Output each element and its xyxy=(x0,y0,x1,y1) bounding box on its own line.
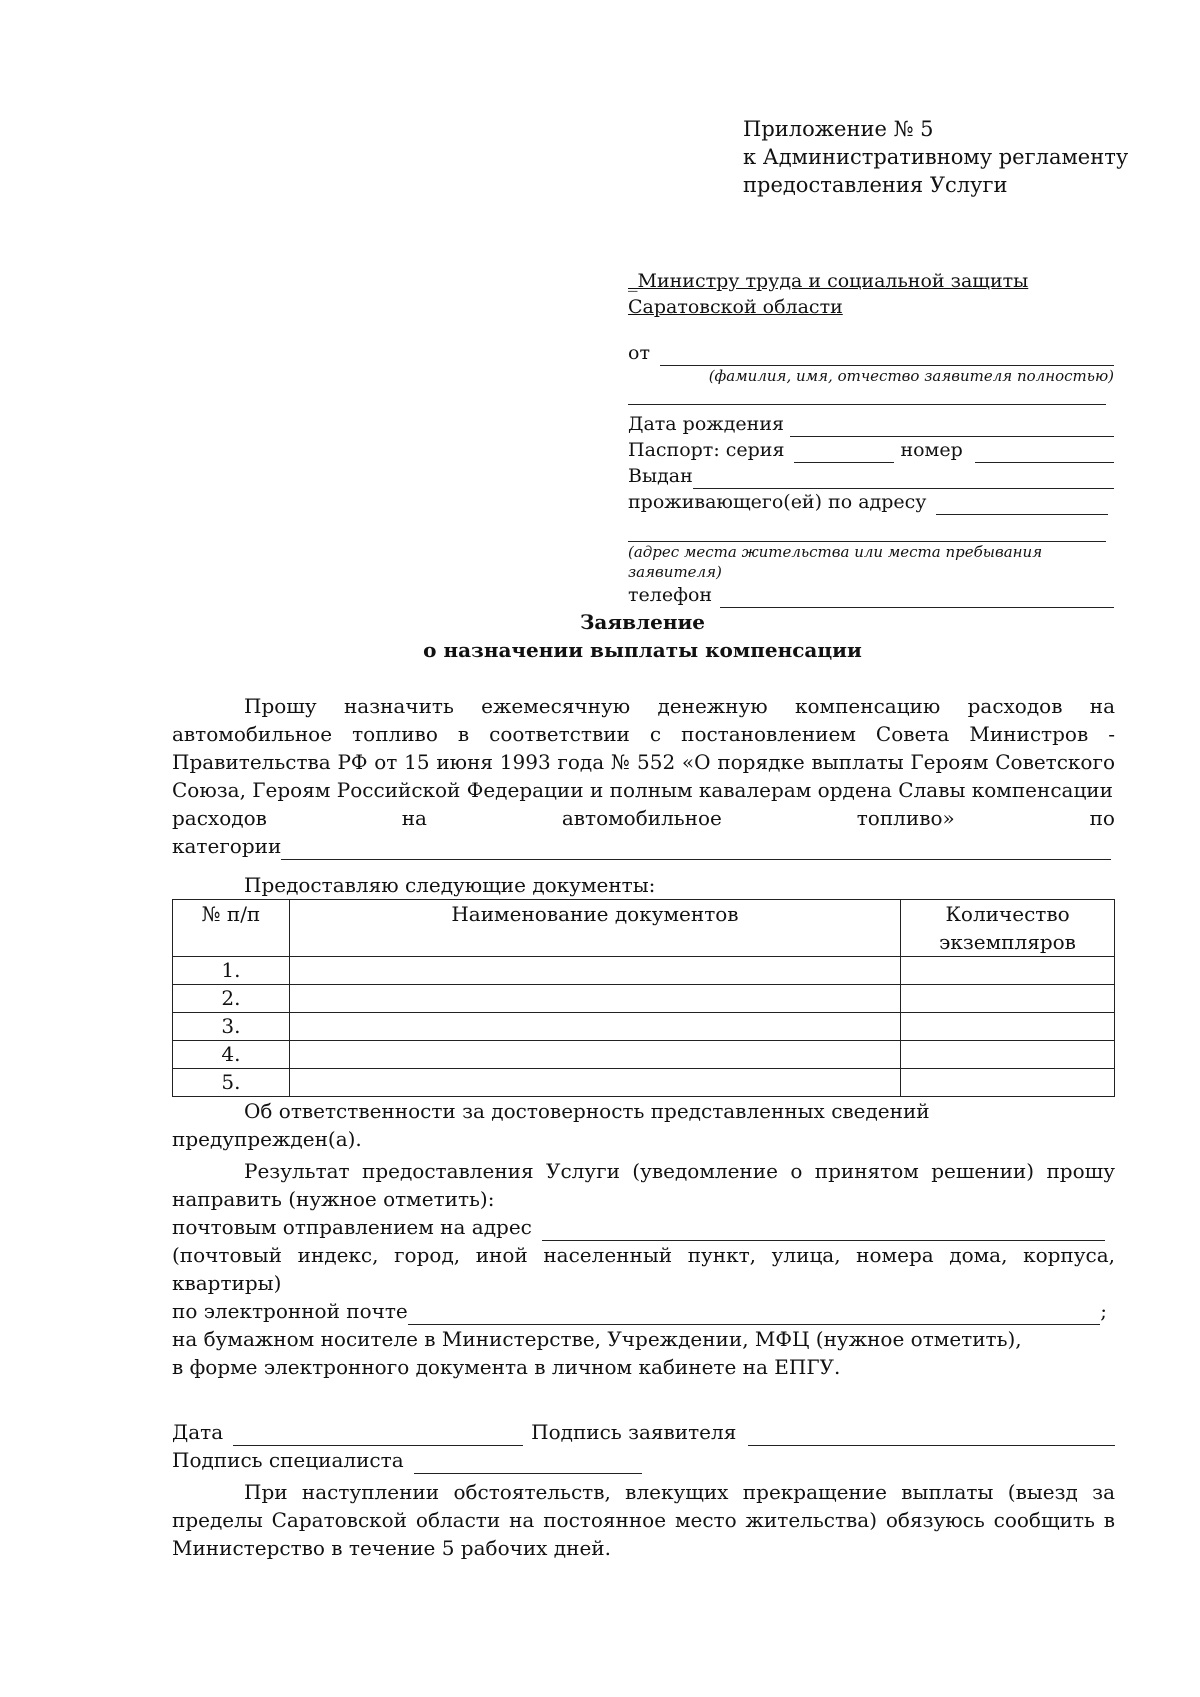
from-field-continuation[interactable] xyxy=(628,386,1106,405)
postal-hint: (почтовый индекс, город, иной населенный пункт, улица, номера дома, корпуса, квартиры) xyxy=(172,1243,1115,1295)
issued-row xyxy=(628,463,1114,489)
residing-label: проживающего(ей) по адресу xyxy=(628,491,927,513)
date-label: Дата xyxy=(172,1420,224,1444)
documents-header-row xyxy=(173,900,1115,957)
phone-field[interactable] xyxy=(720,589,1114,608)
row-number: 5. xyxy=(173,1069,290,1097)
table-row xyxy=(173,1041,1115,1069)
birth-row xyxy=(628,411,1114,437)
addressee-line-2: Саратовской области xyxy=(628,296,843,318)
passport-series-field[interactable] xyxy=(794,444,894,463)
address-hint: (адрес места жительства или места пребывания заявителя) xyxy=(628,543,1043,581)
request-section xyxy=(172,692,1115,860)
phone-row xyxy=(628,582,1114,608)
table-row xyxy=(173,985,1115,1013)
header-num: № п/п xyxy=(173,900,290,957)
email-row xyxy=(172,1297,1115,1325)
from-row xyxy=(628,340,1114,366)
applicant-signature-label: Подпись заявителя xyxy=(531,1420,737,1444)
applicant-signature-field[interactable] xyxy=(748,1427,1115,1446)
birth-label: Дата рождения xyxy=(628,413,784,435)
from-label: от xyxy=(628,342,650,364)
result-paragraph: Результат предоставления Услуги (уведомление о принятом решении) прошу направить (нужное отметить): xyxy=(172,1159,1115,1211)
postal-label: почтовым отправлением на адрес xyxy=(172,1215,532,1239)
document-count-cell[interactable] xyxy=(901,1041,1115,1069)
document-count-cell[interactable] xyxy=(901,985,1115,1013)
category-field[interactable] xyxy=(281,841,1111,860)
from-hint: (фамилия, имя, отчество заявителя полностью) xyxy=(708,367,1114,385)
issued-label: Выдан xyxy=(628,465,693,487)
annex-line-2: к Административному регламенту xyxy=(743,145,1129,169)
document-count-cell[interactable] xyxy=(901,1069,1115,1097)
request-word-5: по xyxy=(1089,806,1115,830)
request-word-1: расходов xyxy=(172,806,267,830)
title-line-2: о назначении выплаты компенсации xyxy=(423,638,862,662)
document-count-cell[interactable] xyxy=(901,957,1115,985)
annex-line-1: Приложение № 5 xyxy=(743,117,934,141)
document-name-cell[interactable] xyxy=(289,1041,900,1069)
category-row xyxy=(172,832,1115,860)
row-number: 2. xyxy=(173,985,290,1013)
address-field-continuation[interactable] xyxy=(628,523,1106,542)
signatures-section xyxy=(172,1418,1115,1562)
responsibility-note: Об ответственности за достоверность представленных сведений предупрежден(а). xyxy=(172,1099,930,1151)
passport-row xyxy=(628,437,1114,463)
obligation-paragraph: При наступлении обстоятельств, влекущих прекращение выплаты (выезд за пределы Саратовской области на постоянное место жительства) обязуюсь сообщить в Министерство в течение 5 рабочих дней. xyxy=(172,1480,1115,1560)
header-count-line-1: Количество xyxy=(945,902,1070,926)
email-end: ; xyxy=(1100,1299,1107,1323)
specialist-signature-label: Подпись специалиста xyxy=(172,1448,404,1472)
table-row xyxy=(173,1013,1115,1041)
header-count xyxy=(901,900,1115,957)
date-field[interactable] xyxy=(233,1427,523,1446)
documents-table xyxy=(172,899,1115,1097)
document-count-cell[interactable] xyxy=(901,1013,1115,1041)
document-name-cell[interactable] xyxy=(289,1069,900,1097)
email-label: по электронной почте xyxy=(172,1299,408,1323)
header-name: Наименование документов xyxy=(289,900,900,957)
row-number: 4. xyxy=(173,1041,290,1069)
addressee-line-1: _Министру труда и социальной защиты xyxy=(628,270,1029,292)
row-number: 3. xyxy=(173,1013,290,1041)
result-section xyxy=(172,1157,1115,1381)
request-word-3: автомобильное xyxy=(561,806,722,830)
annex-line-3: предоставления Услуги xyxy=(743,173,1008,197)
passport-series-label: Паспорт: серия xyxy=(628,439,785,461)
addressee-block xyxy=(628,268,1114,608)
residing-row xyxy=(628,489,1114,515)
from-field[interactable] xyxy=(660,347,1114,366)
category-label: категории xyxy=(172,834,282,858)
passport-number-label: номер xyxy=(900,439,963,461)
annex-header xyxy=(743,115,1128,199)
document-name-cell[interactable] xyxy=(289,985,900,1013)
postal-row xyxy=(172,1213,1115,1241)
birth-date-field[interactable] xyxy=(790,418,1114,437)
electronic-option: в форме электронного документа в личном кабинете на ЕПГУ. xyxy=(172,1355,841,1379)
row-number: 1. xyxy=(173,957,290,985)
specialist-row xyxy=(172,1446,1115,1474)
paper-option: на бумажном носителе в Министерстве, Учреждении, МФЦ (нужное отметить), xyxy=(172,1327,1022,1351)
specialist-signature-field[interactable] xyxy=(414,1455,642,1474)
passport-number-field[interactable] xyxy=(975,444,1114,463)
documents-section xyxy=(172,871,1115,1153)
issued-field[interactable] xyxy=(693,470,1114,489)
email-field[interactable] xyxy=(408,1306,1100,1325)
document-title xyxy=(0,608,1200,664)
document-name-cell[interactable] xyxy=(289,1013,900,1041)
address-field[interactable] xyxy=(936,496,1108,515)
documents-intro: Предоставляю следующие документы: xyxy=(244,873,656,897)
phone-label: телефон xyxy=(628,584,713,606)
date-signature-row xyxy=(172,1418,1115,1446)
table-row xyxy=(173,1069,1115,1097)
document-name-cell[interactable] xyxy=(289,957,900,985)
request-paragraph: Прошу назначить ежемесячную денежную компенсацию расходов на автомобильное топливо в соответствии с постановлением Совета Министров - Правительства РФ от 15 июня 1993 года № 552 «О порядке выплаты Героям Советского Союза, Героям Российской Федерации и полным кавалерам ордена Славы компенсации xyxy=(172,694,1115,802)
request-word-2: на xyxy=(401,806,427,830)
title-line-1: Заявление xyxy=(579,610,706,634)
request-word-4: топливо» xyxy=(856,806,955,830)
postal-address-field[interactable] xyxy=(542,1222,1105,1241)
request-last-line xyxy=(172,804,1115,832)
header-count-line-2: экземпляров xyxy=(939,930,1076,954)
table-row xyxy=(173,957,1115,985)
